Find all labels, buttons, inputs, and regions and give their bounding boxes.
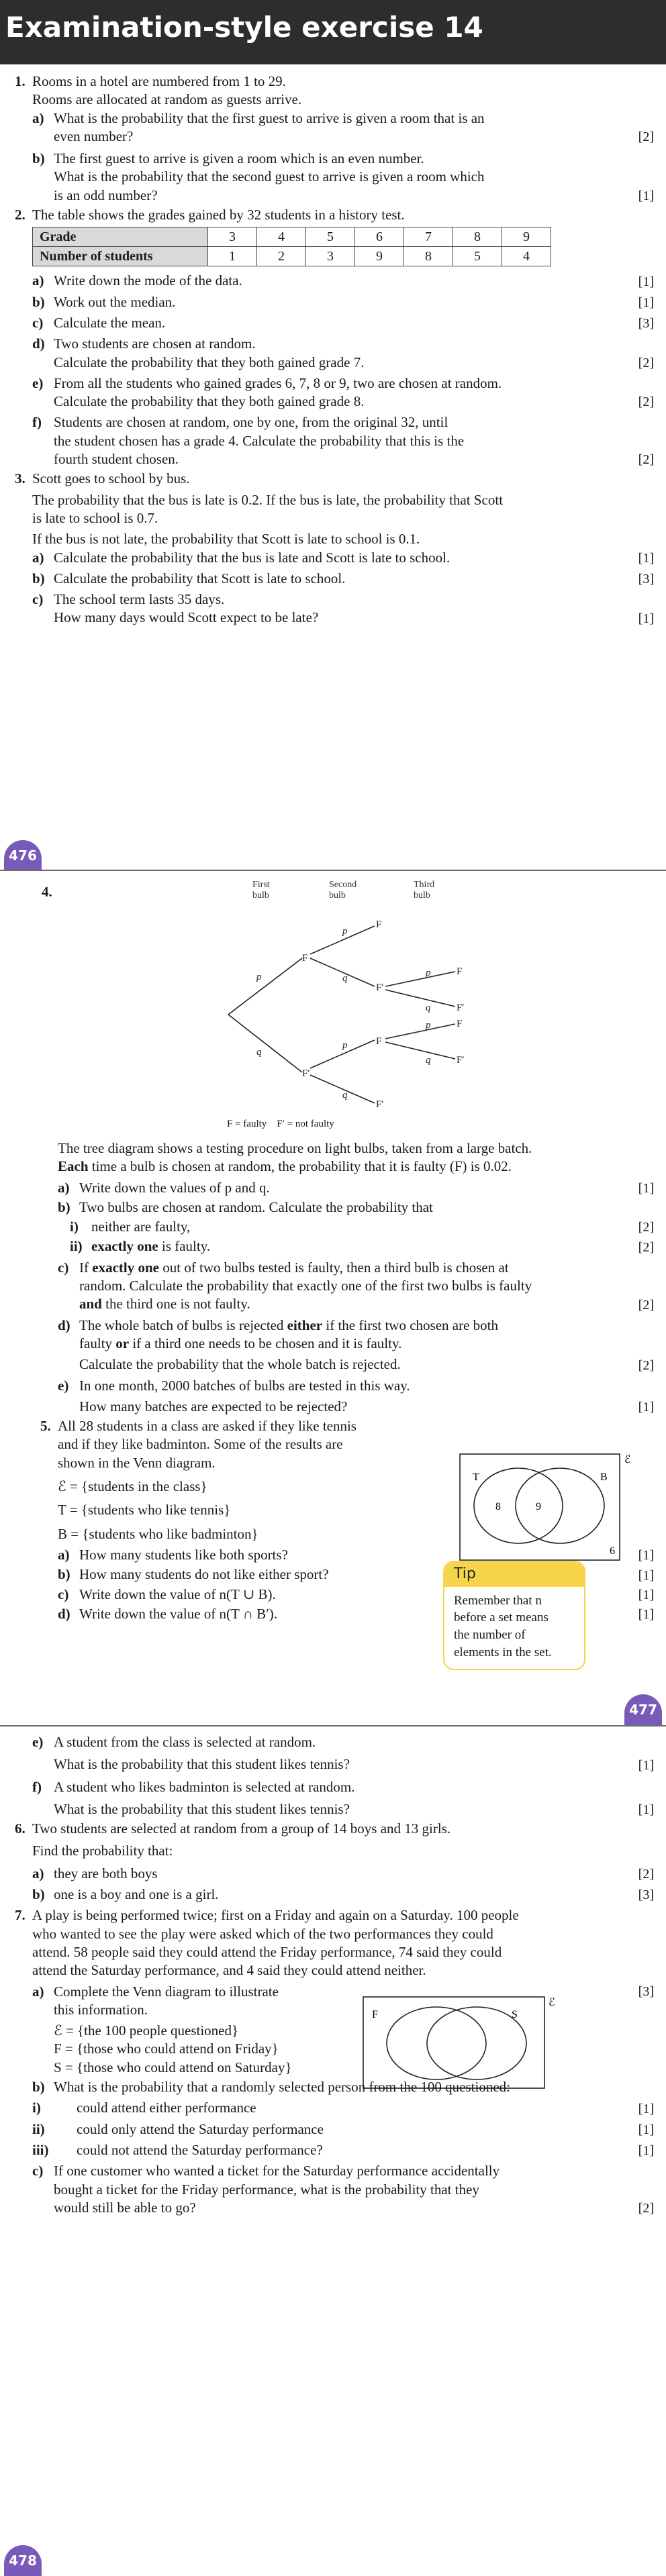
mark: [2] (638, 1867, 654, 1882)
q3-part-b (32, 570, 666, 588)
q1b-line-3: is an odd number? (54, 187, 158, 203)
table-cell: 7 (404, 227, 453, 247)
prob-label-p: p (342, 1040, 348, 1051)
branch-line (385, 990, 455, 1007)
q3-intro-line-1: Scott goes to school by bus. (32, 470, 190, 487)
q5-intro-line-3: shown in the Venn diagram. (58, 1454, 216, 1471)
universal-symbol: ℰ (549, 1997, 555, 2008)
set-b-circle (516, 1468, 604, 1543)
mark: [1] (638, 550, 654, 566)
q1-part-a (32, 109, 666, 146)
q6-part-a (32, 1865, 666, 1883)
part-label: a) (32, 109, 44, 126)
set-s-label: S (512, 2009, 518, 2020)
q2b-line-1: Work out the median. (54, 293, 176, 310)
q5-set-b: B = {students who like badminton} (58, 1525, 258, 1542)
q5-intro-line-2: and if they like badminton. Some of the results are (58, 1436, 343, 1453)
question-1 (0, 72, 666, 205)
question-number: 7. (15, 1907, 26, 1924)
prob-label-q: q (342, 973, 348, 984)
table-cell: 5 (453, 247, 502, 266)
q5c-line-1: Write down the value of n(T ∪ B). (79, 1586, 276, 1602)
q4-part-d (58, 1317, 666, 1374)
q6-part-b (32, 1886, 666, 1904)
tip-line: elements in the set. (454, 1645, 552, 1659)
table-cell: 8 (453, 227, 502, 247)
q4-intro-rest: time a bulb is chosen at random, the probability that it is faulty (F) is 0.02. (88, 1158, 512, 1175)
part-label: b) (32, 1886, 45, 1903)
outcome-label: F′ (457, 1055, 465, 1066)
q2f-line-1: Students are chosen at random, one by one, from the original 32, until (54, 414, 448, 431)
q2-part-a (32, 272, 666, 290)
q7-part-b-iii (32, 2141, 666, 2159)
outcome-label: F (457, 966, 463, 977)
q1a-line-2: even number? (54, 127, 134, 144)
question-7 (0, 1906, 666, 2217)
q7-venn-diagram (363, 1996, 557, 2090)
q1-intro-line-1: Rooms in a hotel are numbered from 1 to 29. (32, 73, 286, 89)
set-t-label: T (473, 1472, 479, 1483)
question-2 (0, 206, 666, 468)
part-label: a) (58, 1546, 70, 1563)
q2-part-e (32, 374, 666, 411)
q4c-line-2: random. Calculate the probability that exactly one of the first two bulbs is faulty (79, 1278, 532, 1294)
mark: [1] (638, 2122, 654, 2137)
table-row-header: Number of students (33, 247, 208, 266)
mark: [2] (638, 395, 654, 410)
page-476-content (0, 72, 666, 627)
mark: [2] (638, 355, 654, 370)
q7b-line-1: What is the probability that a randomly selected person from the 100 questioned: (54, 2079, 510, 2096)
part-label: b) (58, 1198, 70, 1215)
tip-title: Tip (444, 1562, 584, 1587)
part-label: d) (58, 1317, 70, 1333)
tree-header: Third (414, 880, 435, 890)
mark: [1] (638, 2143, 654, 2159)
q7-part-b-i (32, 2099, 666, 2117)
q4c-bold: and (79, 1296, 102, 1312)
page-number-476: 476 (4, 840, 42, 871)
q2f-line-3: fourth student chosen. (54, 451, 179, 468)
q7c-line-3: would still be able to go? (54, 2199, 196, 2216)
q7c-line-1: If one customer who wanted a ticket for the Saturday performance accidentally (54, 2163, 500, 2179)
prob-label-p: p (426, 1020, 431, 1031)
q1b-line-2: What is the probability that the second guest to arrive is given a room which (54, 168, 485, 185)
page-number-477: 477 (624, 1694, 662, 1725)
tree-header: bulb (329, 890, 346, 900)
mark: [1] (638, 1607, 654, 1622)
q5f-line-2: What is the probability that this student likes tennis? (54, 1800, 350, 1817)
q3-part-c (32, 590, 666, 627)
outcome-label: F (302, 953, 308, 964)
q4d-text: The whole batch of bulbs is rejected (79, 1317, 287, 1333)
part-label: d) (32, 336, 45, 352)
q7-part-b (32, 2078, 666, 2096)
branch-line (228, 958, 302, 1015)
q4bii-line (91, 1237, 614, 1255)
q5-intro-line-1: All 28 students in a class are asked if they like tennis (58, 1418, 356, 1435)
outcome-label: F′ (376, 982, 384, 993)
q1b-line-1: The first guest to arrive is given a room which is an even number. (54, 150, 424, 167)
set-f-circle (387, 2007, 486, 2079)
q4-part-a (58, 1179, 666, 1197)
q7a-line-1: Complete the Venn diagram to illustrate (54, 1983, 279, 2000)
mark: [2] (638, 130, 654, 145)
subpart-label: i) (32, 2100, 41, 2116)
mark: [1] (638, 1548, 654, 1563)
outcome-label: F (457, 1019, 463, 1029)
part-label: c) (58, 1259, 69, 1276)
table-cell: 6 (355, 227, 404, 247)
q4b-line-1: Two bulbs are chosen at random. Calculate the probability that (79, 1198, 433, 1215)
branch-line (385, 1042, 455, 1059)
set-b-label: B (600, 1472, 608, 1483)
prob-label-p: p (426, 968, 431, 978)
q7-part-c (32, 2162, 666, 2217)
mark: [3] (638, 316, 654, 331)
table-row-header: Grade (33, 227, 208, 247)
q4-part-b-ii (58, 1237, 666, 1255)
universal-symbol: ℰ (624, 1454, 631, 1465)
q3-intro-line-4: If the bus is not late, the probability that Scott is late to school is 0.1. (32, 531, 420, 548)
part-label: a) (32, 1865, 44, 1882)
q5e-line-2: What is the probability that this student likes tennis? (54, 1756, 350, 1773)
q4c-line-1 (79, 1259, 614, 1277)
q4e-line-1: In one month, 2000 batches of bulbs are tested in this way. (79, 1377, 410, 1394)
q3c-line-1: The school term lasts 35 days. (54, 591, 225, 608)
venn-value-both: 9 (536, 1501, 541, 1512)
mark: [1] (638, 1567, 654, 1583)
q7-part-b-ii (32, 2120, 666, 2139)
q7-intro-line-4: attend the Saturday performance, and 4 said they could attend neither. (32, 1962, 426, 1979)
page-477 (0, 871, 666, 1727)
question-number: 1. (15, 73, 26, 89)
q4d-text: if a third one needs to be chosen and it is faulty. (129, 1335, 402, 1351)
q4c-text: If (79, 1259, 93, 1276)
subpart-label: ii) (70, 1238, 83, 1255)
page-number-478: 478 (4, 2545, 42, 2576)
q2-part-b (32, 293, 666, 311)
mark: [1] (638, 1802, 654, 1818)
q4-intro-line-1: The tree diagram shows a testing procedure on light bulbs, taken from a large batch. (58, 1140, 532, 1156)
prob-label-q: q (256, 1047, 262, 1058)
tip-body (444, 1587, 584, 1669)
q2-part-c (32, 314, 666, 332)
mark: [3] (638, 572, 654, 587)
mark: [2] (638, 2201, 654, 2216)
table-cell: 9 (355, 247, 404, 266)
exercise-title-banner: Examination-style exercise 14 (0, 0, 666, 64)
tree-header: bulb (414, 890, 430, 900)
q4d-line-3: Calculate the probability that the whole batch is rejected. (79, 1356, 401, 1373)
outcome-label: F (376, 1036, 382, 1047)
part-label: e) (58, 1377, 69, 1394)
branch-line (385, 1024, 455, 1039)
part-label: a) (32, 272, 44, 289)
part-label: b) (32, 570, 45, 586)
q7-intro-line-3: attend. 58 people said they could attend the Friday performance, 74 said they could (32, 1943, 502, 1960)
table-cell: 2 (257, 247, 306, 266)
prob-label-p: p (342, 926, 348, 937)
q3c-line-2: How many days would Scott expect to be late? (54, 609, 319, 626)
q5-set-universal: ℰ = {students in the class} (58, 1478, 207, 1495)
table-cell: 8 (404, 247, 453, 266)
q7c-line-2: bought a ticket for the Friday performance, what is the probability that they (54, 2181, 479, 2198)
part-label: b) (32, 293, 45, 310)
subpart-label: i) (70, 1219, 79, 1235)
prob-label-q: q (426, 1002, 431, 1013)
table-cell: 3 (306, 247, 355, 266)
part-label: c) (32, 314, 44, 331)
q2c-line-1: Calculate the mean. (54, 314, 166, 331)
tree-header: bulb (252, 890, 269, 900)
set-t-circle (474, 1468, 563, 1543)
mark: [1] (638, 1587, 654, 1602)
prob-label-p: p (256, 972, 262, 982)
q5f-line-1: A student who likes badminton is selected at random. (54, 1778, 355, 1795)
table-cell: 3 (208, 227, 257, 247)
q4e-line-2: How many batches are expected to be rejected? (79, 1398, 348, 1414)
q7-part-a (32, 1983, 666, 2077)
q4c-bold: exactly one (92, 1259, 159, 1276)
question-number: 4. (42, 884, 52, 900)
q5d-line-1: Write down the value of n(T ∩ B′). (79, 1605, 277, 1622)
q4c-text: the third one is not faulty. (101, 1296, 250, 1312)
question-5-continued (0, 1733, 666, 1818)
q7bi-line: could attend either performance (77, 2100, 256, 2116)
q4d-bold: or (115, 1335, 130, 1351)
part-label: f) (32, 1778, 42, 1795)
part-label: c) (32, 2163, 44, 2179)
q7-set-f: F = {those who could attend on Friday} (54, 2041, 279, 2057)
q7a-line-2: this information. (54, 2001, 148, 2018)
mark: [1] (638, 1180, 654, 1196)
q5-set-t: T = {students who like tennis} (58, 1502, 231, 1518)
q4c-text: out of two bulbs tested is faulty, then a third bulb is chosen at (158, 1259, 509, 1276)
mark: [2] (638, 452, 654, 468)
tip-line: the number of (454, 1627, 526, 1642)
q5-venn-diagram (459, 1453, 634, 1562)
mark: [1] (638, 611, 654, 626)
q2e-line-2: Calculate the probability that they both gained grade 8. (54, 393, 365, 410)
q7-intro-line-1: A play is being performed twice; first on a Friday and again on a Saturday. 100 people (32, 1907, 519, 1924)
part-label: b) (58, 1566, 70, 1583)
q6-intro-line-1: Two students are selected at random from a group of 14 boys and 13 girls. (32, 1820, 451, 1837)
q4a-line-1: Write down the values of p and q. (79, 1179, 270, 1196)
mark: [1] (638, 1757, 654, 1773)
mark: [2] (638, 1239, 654, 1255)
question-number: 6. (15, 1820, 26, 1837)
part-label: d) (58, 1605, 70, 1622)
q7-set-s: S = {those who could attend on Saturday} (54, 2059, 292, 2075)
part-label: c) (58, 1586, 69, 1602)
question-4 (0, 1139, 666, 1416)
outcome-label: F′ (457, 1002, 465, 1013)
part-label: a) (32, 549, 44, 566)
q3-part-a (32, 549, 666, 567)
q5e-line-1: A student from the class is selected at random. (54, 1734, 316, 1750)
subpart-label: iii) (32, 2141, 49, 2158)
part-label: a) (32, 1983, 44, 2000)
q7bii-line: could only attend the Saturday performance (77, 2120, 324, 2137)
q4c-line-3 (79, 1295, 614, 1313)
table-row (33, 227, 551, 247)
q4d-bold: either (287, 1317, 323, 1333)
branch-line (385, 972, 455, 986)
q4bii-bold: exactly one (91, 1238, 158, 1255)
mark: [2] (638, 1357, 654, 1373)
q4-intro-line-2 (58, 1157, 666, 1176)
mark: [1] (638, 274, 654, 289)
q4-part-c (58, 1259, 666, 1314)
q2-part-d (32, 335, 666, 372)
q4d-text: if the first two chosen are both (322, 1317, 498, 1333)
page-476 (0, 0, 666, 871)
mark: [2] (638, 1297, 654, 1312)
prob-label-q: q (342, 1090, 348, 1100)
venn-value-outside: 6 (610, 1545, 615, 1557)
outcome-label: F′ (376, 1099, 384, 1110)
q3-intro-line-3: is late to school is 0.7. (32, 509, 158, 526)
outcome-label: F′ (302, 1068, 310, 1079)
q4-part-b-i (58, 1218, 666, 1236)
q6a-line-1: they are both boys (54, 1865, 158, 1882)
q2-part-f (32, 413, 666, 468)
part-label: a) (58, 1179, 70, 1196)
mark: [3] (638, 1888, 654, 1903)
mark: [1] (638, 1400, 654, 1415)
q5-part-e (32, 1733, 666, 1774)
q5a-line-1: How many students like both sports? (79, 1546, 288, 1563)
q2d-line-1: Two students are chosen at random. (54, 336, 256, 352)
table-cell: 5 (306, 227, 355, 247)
q4-part-b (58, 1198, 666, 1217)
mark: [1] (638, 2101, 654, 2116)
prob-label-q: q (426, 1055, 431, 1066)
q6b-line-1: one is a boy and one is a girl. (54, 1886, 219, 1903)
page-478-content (0, 1733, 666, 2217)
q4d-text: faulty (79, 1335, 116, 1351)
venn-value-t-only: 8 (495, 1501, 501, 1512)
question-3 (0, 470, 666, 627)
q7-intro-line-2: who wanted to see the play were asked which of the two performances they could (32, 1925, 493, 1942)
question-6 (0, 1820, 666, 1904)
q4bii-rest: is faulty. (158, 1238, 211, 1255)
table-cell: 4 (257, 227, 306, 247)
q1a-line-1: What is the probability that the first guest to arrive is given a room that is an (54, 109, 485, 126)
part-label: e) (32, 374, 44, 391)
q4-part-e (58, 1377, 666, 1416)
q4d-line-2 (79, 1335, 614, 1353)
mark: [3] (638, 1983, 654, 1999)
q2-intro: The table shows the grades gained by 32 students in a history test. (32, 207, 405, 223)
q2f-line-2: the student chosen has a grade 4. Calculate the probability that this is the (54, 432, 465, 449)
question-number: 2. (15, 207, 26, 223)
q2a-line-1: Write down the mode of the data. (54, 272, 242, 289)
subpart-label: ii) (32, 2120, 45, 2137)
set-f-label: F (372, 2009, 378, 2020)
q7biii-line: could not attend the Saturday performance? (77, 2141, 323, 2158)
tip-box (443, 1561, 585, 1670)
tree-legend: F = faulty F′ = not faulty (227, 1119, 334, 1129)
q1-part-b (32, 150, 666, 205)
q3-intro-line-2: The probability that the bus is late is 0.2. If the bus is late, the probability that Scott (32, 491, 504, 508)
grades-table (32, 227, 551, 266)
question-number: 3. (15, 470, 26, 487)
mark: [1] (638, 295, 654, 310)
tree-header: First (252, 880, 270, 890)
q4d-line-1 (79, 1317, 614, 1335)
q4bi-line: neither are faulty, (91, 1219, 191, 1235)
table-cell: 1 (208, 247, 257, 266)
part-label: b) (32, 2079, 45, 2096)
outcome-label: F (376, 919, 382, 930)
tip-line: before a set means (454, 1610, 549, 1625)
mark: [2] (638, 1220, 654, 1235)
q3a-line-1: Calculate the probability that the bus is late and Scott is late to school. (54, 549, 450, 566)
part-label: e) (32, 1734, 44, 1750)
q6-intro-line-2: Find the probability that: (32, 1843, 173, 1859)
tip-line: Remember that n (454, 1593, 542, 1608)
table-cell: 4 (502, 247, 551, 266)
q1-intro-line-2: Rooms are allocated at random as guests arrive. (32, 91, 302, 108)
q2e-line-1: From all the students who gained grades 6, 7, 8 or 9, two are chosen at random. (54, 374, 502, 391)
part-label: c) (32, 591, 44, 608)
page-478 (0, 1727, 666, 2576)
branch-line (228, 1015, 302, 1072)
part-label: f) (32, 414, 42, 431)
table-row (33, 247, 551, 266)
part-label: b) (32, 150, 45, 167)
question-number: 5. (40, 1418, 51, 1435)
q2d-line-2: Calculate the probability that they both gained grade 7. (54, 354, 365, 370)
q5-part-f (32, 1778, 666, 1819)
q7-set-universal: ℰ = {the 100 people questioned} (54, 2022, 239, 2039)
tree-diagram (222, 879, 490, 1141)
q3b-line-1: Calculate the probability that Scott is late to school. (54, 570, 346, 586)
table-cell: 9 (502, 227, 551, 247)
mark: [1] (638, 189, 654, 204)
tree-header: Second (329, 880, 357, 890)
q5b-line-1: How many students do not like either sport? (79, 1566, 329, 1583)
q4-intro-bold: Each (58, 1158, 89, 1175)
